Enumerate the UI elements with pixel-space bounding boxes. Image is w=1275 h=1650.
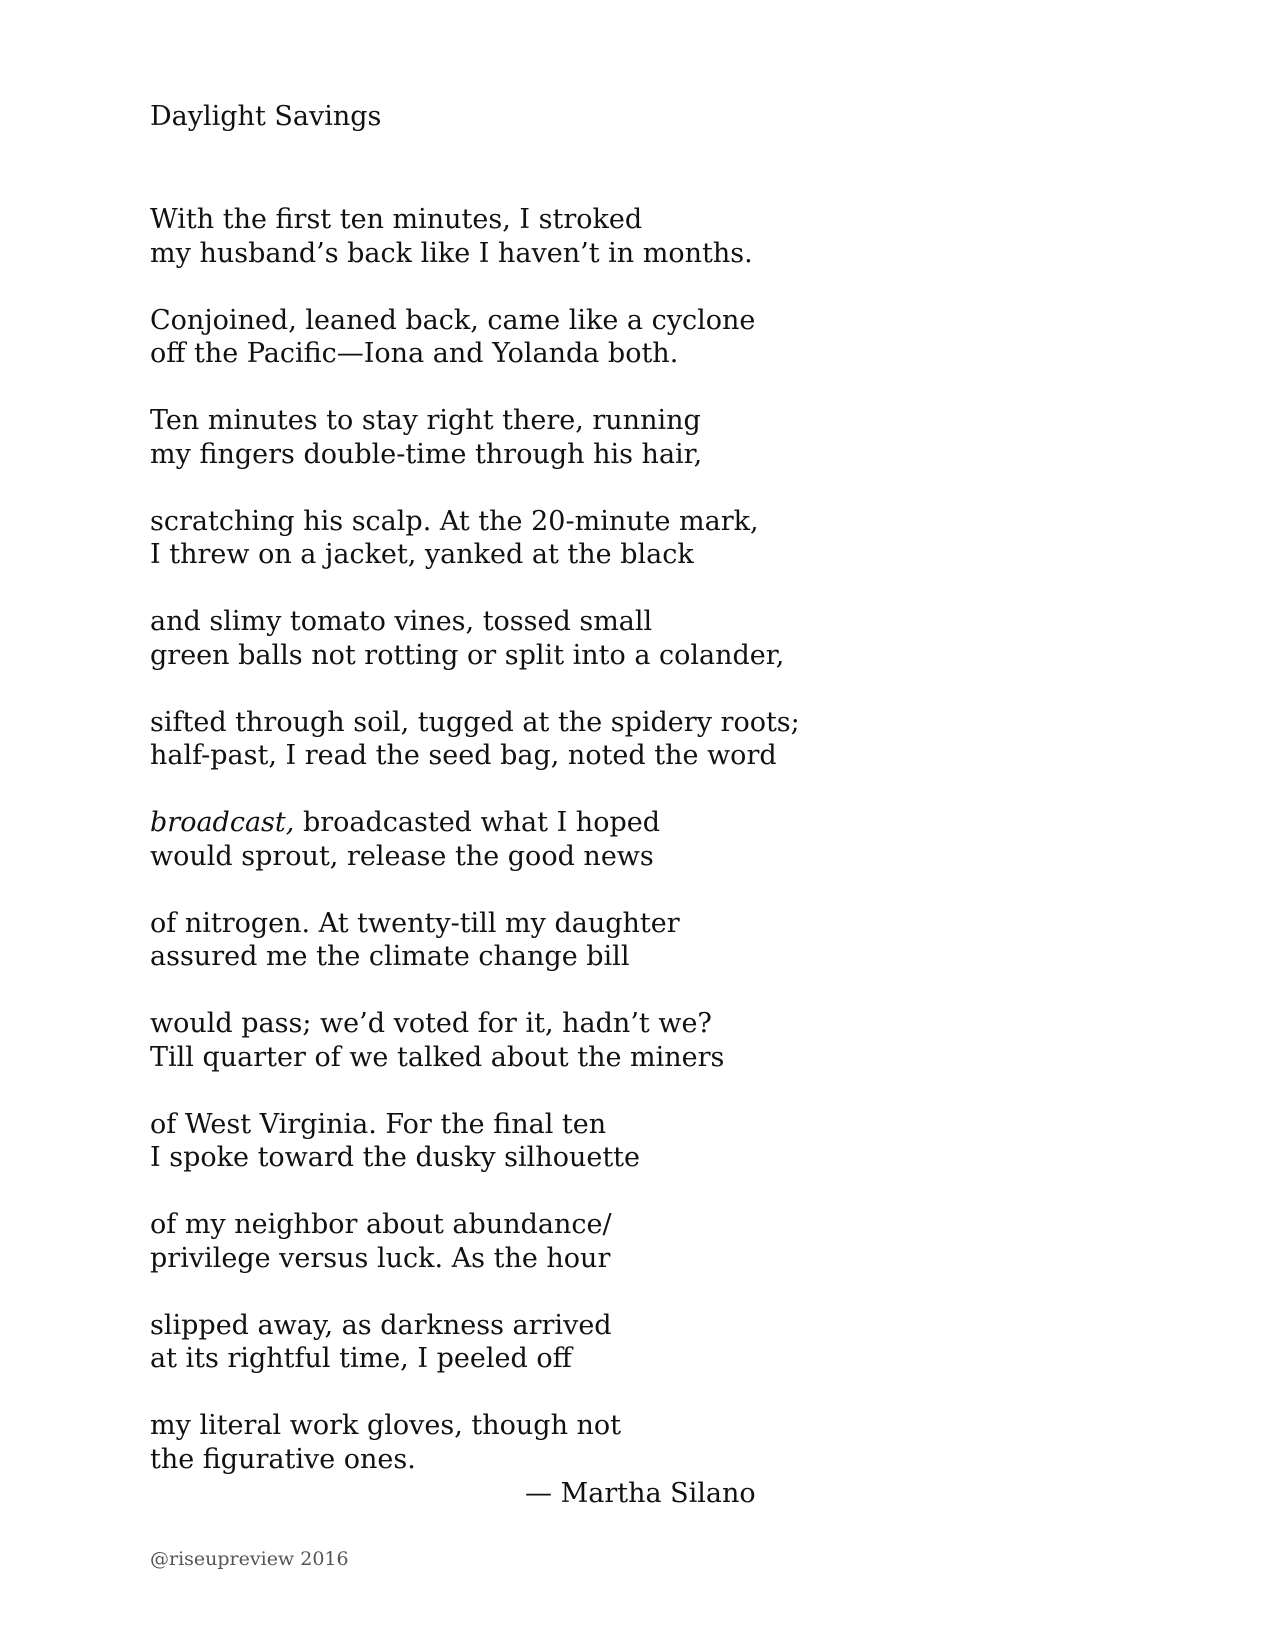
poem-line: Conjoined, leaned back, came like a cyclone (150, 304, 756, 336)
stanza (150, 1208, 800, 1275)
poem-line: slipped away, as darkness arrived (150, 1309, 612, 1341)
stanza (150, 1409, 800, 1476)
poem-line: scratching his scalp. At the 20-minute mark, (150, 505, 759, 537)
italic-word: broadcast, (150, 807, 295, 838)
poem-line: my husband’s back like I haven’t in months. (150, 237, 753, 269)
poem-line: Ten minutes to stay right there, running (150, 405, 701, 436)
poem-line: the figurative ones. (150, 1443, 416, 1475)
poem-body (150, 203, 800, 1476)
poem-line: I spoke toward the dusky silhouette (150, 1142, 640, 1173)
stanza (150, 203, 800, 270)
stanza (150, 706, 800, 773)
poem-line: assured me the climate change bill (150, 941, 630, 972)
poem-line: off the Pacific—Iona and Yolanda both. (150, 338, 679, 369)
poem-line: I threw on a jacket, yanked at the black (150, 539, 694, 570)
poem-line: half-past, I read the seed bag, noted the word (150, 740, 777, 771)
author-attribution: — Martha Silano (525, 1478, 756, 1509)
poem-line: and slimy tomato vines, tossed small (150, 606, 653, 637)
stanza (150, 505, 800, 572)
stanza (150, 1007, 800, 1074)
poem-line: my literal work gloves, though not (150, 1410, 622, 1441)
stanza (150, 1108, 800, 1175)
poem-line-text: broadcasted what I hoped (302, 807, 661, 838)
footer-credit: @riseupreview 2016 (150, 1548, 349, 1570)
stanza (150, 806, 800, 873)
poem-line (150, 806, 800, 840)
stanza (150, 304, 800, 371)
stanza (150, 605, 800, 672)
poem-line: of West Virginia. For the final ten (150, 1108, 607, 1140)
poem-line: would pass; we’d voted for it, hadn’t we? (150, 1008, 712, 1039)
poem-line: at its rightful time, I peeled off (150, 1343, 572, 1374)
poem-line: privilege versus luck. As the hour (150, 1242, 611, 1274)
poem-line: would sprout, release the good news (150, 840, 654, 872)
poem-line: With the first ten minutes, I stroked (150, 204, 643, 235)
poem-line: Till quarter of we talked about the miners (150, 1041, 725, 1073)
stanza (150, 1309, 800, 1376)
poem-line: green balls not rotting or split into a colander, (150, 639, 785, 671)
poem-line: of nitrogen. At twenty-till my daughter (150, 907, 680, 939)
poem-title: Daylight Savings (150, 101, 382, 132)
poem-line: of my neighbor about abundance/ (150, 1209, 612, 1240)
stanza (150, 907, 800, 974)
stanza (150, 404, 800, 471)
poem-line: my fingers double-time through his hair, (150, 438, 703, 470)
poem-line: sifted through soil, tugged at the spidery roots; (150, 706, 800, 738)
